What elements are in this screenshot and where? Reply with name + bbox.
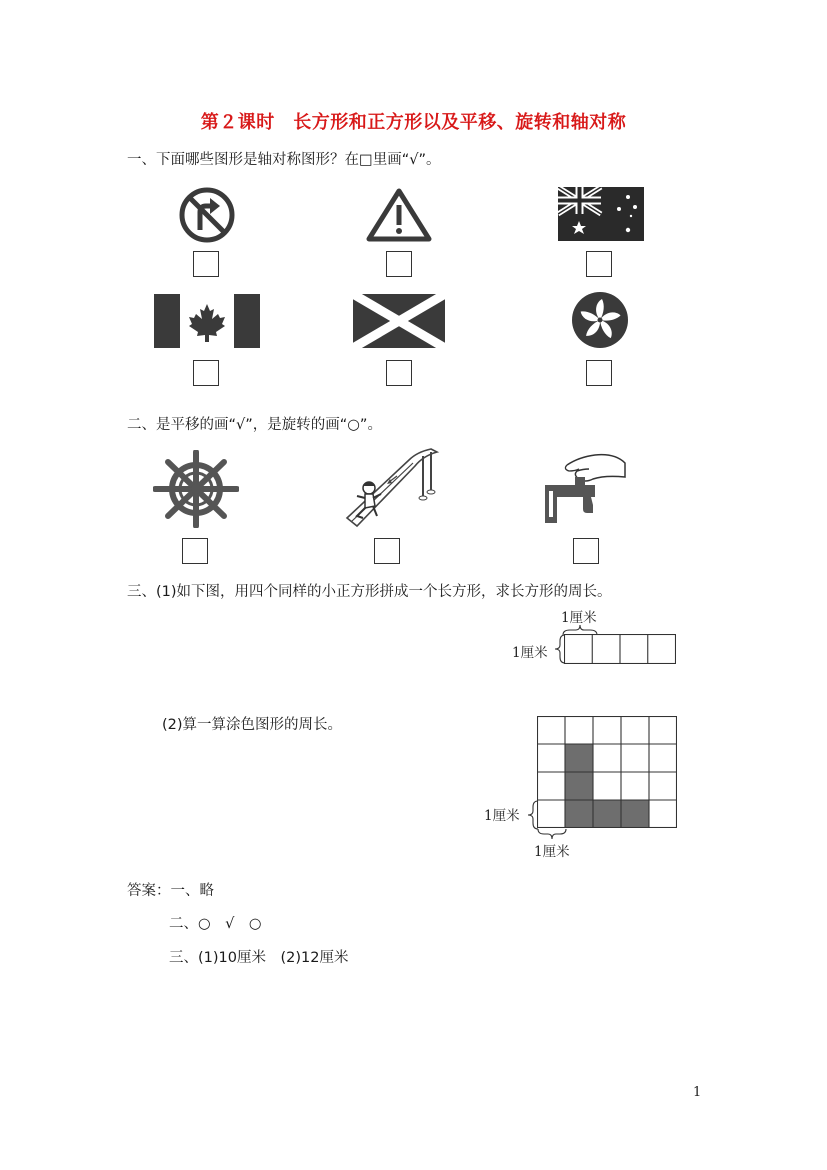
question-3-part2-text: (2)算一算涂色图形的周长。 [162, 717, 343, 733]
shaded-cell [565, 772, 593, 800]
answer-box-1c[interactable] [586, 251, 612, 277]
shaded-cell [621, 800, 649, 828]
page-number: 1 [693, 1085, 702, 1100]
answer-box-1a[interactable] [193, 251, 219, 277]
question-2-text: 二、是平移的画“√”，是旋转的画“○”。 [127, 417, 382, 433]
slide-icon [343, 446, 443, 530]
answer-box-1b[interactable] [386, 251, 412, 277]
answer-box-2c[interactable] [573, 538, 599, 564]
hong-kong-emblem-icon [571, 291, 629, 349]
canada-flag-icon [154, 294, 260, 348]
answer-line-3: 三、(1)10厘米 (2)12厘米 [169, 950, 349, 966]
answer-box-1f[interactable] [586, 360, 612, 386]
unit-label-top: 1厘米 [561, 610, 597, 626]
bottom-brace-icon [537, 828, 567, 840]
australia-flag-icon [558, 187, 644, 241]
warning-triangle-icon [366, 188, 432, 242]
answer-box-1e[interactable] [386, 360, 412, 386]
question-1-text: 一、下面哪些图形是轴对称图形？在□里画“√”。 [127, 152, 441, 168]
answer-box-2a[interactable] [182, 538, 208, 564]
page-title: 第２课时 长方形和正方形以及平移、旋转和轴对称 [200, 112, 627, 133]
scotland-flag-icon [353, 294, 445, 348]
unit-label-left: 1厘米 [512, 645, 548, 661]
unit-label-bottom: 1厘米 [534, 844, 570, 860]
shaded-cell [565, 744, 593, 772]
answer-line-2: 二、○ √ ○ [169, 916, 262, 932]
answer-box-2b[interactable] [374, 538, 400, 564]
shaded-grid [537, 716, 677, 828]
left-brace-icon-2 [527, 800, 539, 830]
unit-label-left-2: 1厘米 [484, 808, 520, 824]
rectangle-four-squares [564, 634, 676, 664]
question-3-part1-text: 三、(1)如下图，用四个同样的小正方形拼成一个长方形，求长方形的周长。 [127, 584, 612, 600]
faucet-icon [545, 447, 629, 525]
answer-box-1d[interactable] [193, 360, 219, 386]
no-right-turn-sign-icon [178, 186, 236, 244]
shaded-cell [593, 800, 621, 828]
ship-wheel-icon [153, 450, 239, 528]
shaded-cell [565, 800, 593, 828]
answer-line-1: 答案：一、略 [127, 883, 214, 899]
